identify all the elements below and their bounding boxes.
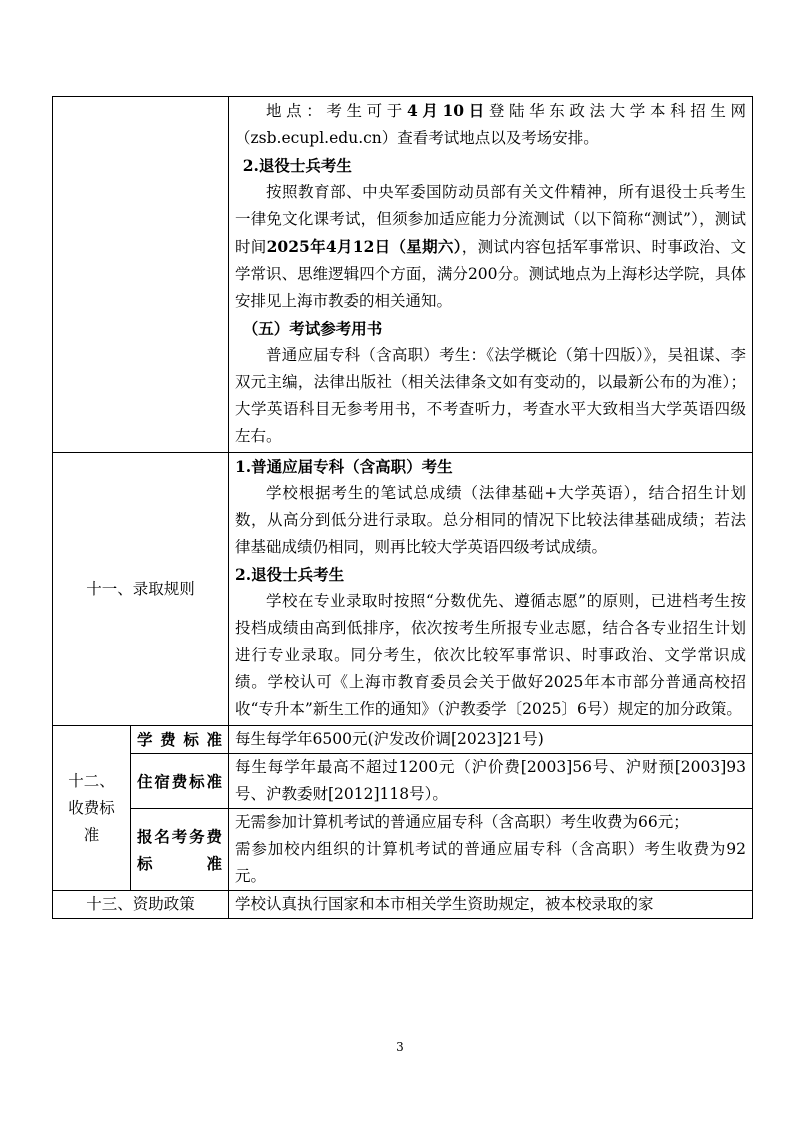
financial-aid-text: 学校认真执行国家和本市相关学生资助规定，被本校录取的家 [229,891,753,919]
tuition-text: 每生每学年6500元(沪发改价调[2023]21号) [229,726,753,754]
veteran-heading: 2.退役士兵考生 [242,156,352,175]
exam-location-date: 4月10日 [406,101,489,120]
veteran-admission-paragraph: 学校在专业录取时按照“分数优先、遵循志愿”的原则，已进档考生按投档成绩由高到低排序，依次按考生所报专业志愿，结合各专业招生计划进行专业录取。同分考生，依次比较军事常识、时事政治、文学常识成绩。学校认可《上海市教育委员会关于做好2025年本市部分普通高校招收“专升本”新生工作的通知》（沪教委学〔2025〕6号）规定的加分政策。 [235,592,746,718]
admission-table [52,96,753,919]
exam-fee-label: 报名考务费标准 [131,809,229,891]
exam-fee-content [229,809,753,891]
empty-label-cell [53,97,229,453]
housing-label: 住宿费标准 [131,754,229,809]
veteran-admission-heading: 2.退役士兵考生 [235,565,345,584]
row-exam-fee [53,809,753,891]
financial-aid-label: 十三、资助政策 [53,891,229,919]
veteran-paragraph: 按照教育部、中央军委国防动员部有关文件精神，所有退役士兵考生一律免文化课考试，但须参加适应能力分流测试（以下简称“测试”），测试时间2025年4月12日（星期六），测试内容包括军事常识、时事政治、文学常识、思维逻辑四个方面，满分200分。测试地点为上海杉达学院，具体安排见上海市教委的相关通知。 [235,183,746,310]
exam-info-content [229,97,753,453]
reference-books-heading: （五）考试参考用书 [242,319,383,338]
row-admission-rules [53,453,753,726]
exam-fee-with-computer: 需参加校内组织的计算机考试的普通应届专科（含高职）考生收费为92元。 [235,840,746,885]
admission-rules-content [229,453,753,726]
fee-standard-label: 十二、收费标准 [53,726,131,891]
housing-text: 每生每学年最高不超过1200元（沪价费[2003]56号、沪财预[2003]93号、沪教委财[2012]118号）。 [229,754,753,809]
row-tuition [53,726,753,754]
admission-rules-label: 十一、录取规则 [53,453,229,726]
page-number: 3 [396,1040,404,1054]
row-exam-info [53,97,753,453]
exam-fee-no-computer: 无需参加计算机考试的普通应届专科（含高职）考生收费为66元； [235,813,689,831]
reference-books-paragraph: 普通应届专科（含高职）考生：《法学概论（第十四版）》，吴祖谋、李双元主编，法律出版社（相关法律条文如有变动的，以最新公布的为准）；大学英语科目无参考用书，不考查听力，考查水平大致相当大学英语四级左右。 [235,346,746,445]
regular-students-paragraph: 学校根据考生的笔试总成绩（法律基础+大学英语），结合招生计划数，从高分到低分进行录取。总分相同的情况下比较法律基础成绩；若法律基础成绩仍相同，则再比较大学英语四级考试成绩。 [235,484,746,556]
tuition-label: 学费标准 [131,726,229,754]
row-financial-aid [53,891,753,919]
exam-location-paragraph: 地点：考生可于4月10日登陆华东政法大学本科招生网（zsb.ecupl.edu.cn）查看考试地点以及考场安排。 [235,101,746,147]
row-housing [53,754,753,809]
veteran-test-date: 2025年4月12日（星期六） [266,237,462,256]
regular-students-heading: 1.普通应届专科（含高职）考生 [235,457,453,476]
